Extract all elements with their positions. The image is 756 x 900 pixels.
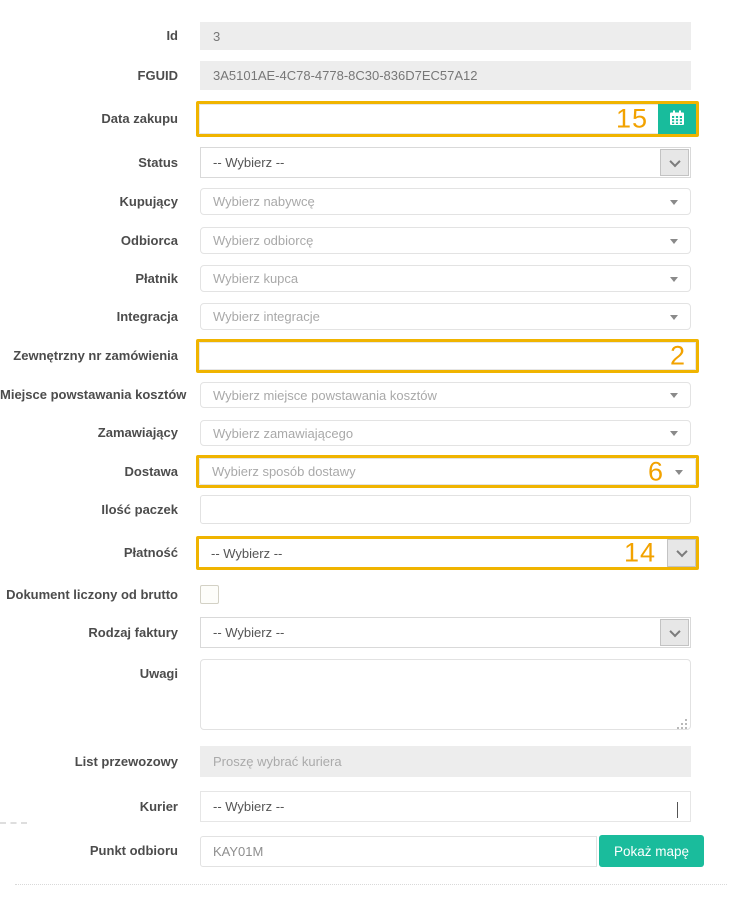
platnik-select[interactable] [200,265,691,292]
annotation-box-15 [196,101,699,137]
annotation-box-2 [196,339,699,373]
annotation-number: 6 [647,456,664,486]
dropdown-arrow-icon [670,315,678,320]
dropdown-arrow-icon [675,470,683,475]
platnosc-label: Płatność [123,545,178,560]
edge-dash-fragment [0,822,27,824]
id-label: Id [166,28,178,43]
status-select-value: -- Wybierz -- [213,155,285,170]
list-przewozowy-field [200,746,691,777]
annotation-number: 15 [615,103,648,134]
dropdown-arrow-icon [670,431,678,436]
chevron-down-icon [677,802,678,817]
annotation-box-6 [196,455,699,488]
mpk-placeholder: Wybierz miejsce powstawania kosztów [213,387,437,403]
calendar-button[interactable] [658,104,696,134]
platnik-placeholder: Wybierz kupca [213,271,299,286]
rodzaj-faktury-select[interactable] [200,617,691,648]
kurier-select-value: -- Wybierz -- [213,799,285,814]
kupujacy-select[interactable] [200,188,691,215]
data-zakupu-field[interactable] [199,104,658,134]
annotation-number: 2 [669,340,686,371]
id-field [200,22,691,50]
zamawiajacy-select[interactable] [200,420,691,446]
zewnetrzny-nr-field[interactable] [199,342,696,370]
zewnetrzny-nr-label: Zewnętrzny nr zamówienia [13,348,178,363]
dostawa-placeholder: Wybierz sposób dostawy [212,464,356,479]
uwagi-label: Uwagi [139,666,178,681]
platnosc-select-value: -- Wybierz -- [211,545,283,561]
platnik-label: Płatnik [135,271,178,286]
chevron-down-icon [667,539,696,567]
uwagi-field[interactable] [200,659,691,730]
section-divider [15,884,727,885]
odbiorca-label: Odbiorca [120,233,178,248]
zamawiajacy-placeholder: Wybierz zamawiającego [213,425,354,441]
show-map-button[interactable]: Pokaż mapę [599,835,704,867]
fguid-field [200,61,691,90]
mpk-select[interactable] [200,382,691,408]
brutto-checkbox[interactable] [200,585,219,604]
annotation-box-14 [196,536,699,570]
platnosc-select[interactable] [199,539,696,567]
dostawa-label: Dostawa [124,464,178,479]
kupujacy-label: Kupujący [119,194,178,209]
list-przewozowy-label: List przewozowy [74,754,178,769]
rodzaj-faktury-select-value: -- Wybierz -- [213,625,285,640]
dropdown-arrow-icon [670,200,678,205]
annotation-number: 14 [623,537,656,568]
dostawa-select[interactable] [199,458,696,485]
ilosc-paczek-field[interactable] [200,495,691,524]
calendar-icon [668,109,686,130]
punkt-odbioru-field[interactable] [200,836,597,867]
punkt-odbioru-label: Punkt odbioru [89,843,178,858]
integracja-select[interactable] [200,303,691,330]
zamawiajacy-label: Zamawiający [97,425,178,440]
kurier-select[interactable] [200,791,691,822]
integracja-placeholder: Wybierz integracje [213,309,320,324]
rodzaj-faktury-label: Rodzaj faktury [88,625,178,640]
mpk-label: Miejsce powstawania kosztów [0,387,187,402]
dropdown-arrow-icon [670,277,678,282]
kupujacy-placeholder: Wybierz nabywcę [213,194,315,209]
brutto-label: Dokument liczony od brutto [6,587,178,602]
status-select[interactable] [200,147,691,178]
odbiorca-placeholder: Wybierz odbiorcę [213,233,314,248]
ilosc-paczek-label: Ilość paczek [101,502,178,517]
integracja-label: Integracja [116,309,178,324]
row-uwagi [0,659,756,735]
chevron-down-icon [660,619,689,646]
chevron-down-icon [660,149,689,176]
status-label: Status [138,155,178,170]
dropdown-arrow-icon [670,239,678,244]
dropdown-arrow-icon [670,393,678,398]
kurier-label: Kurier [139,799,178,814]
data-zakupu-label: Data zakupu [101,111,178,126]
odbiorca-select[interactable] [200,227,691,254]
fguid-label: FGUID [137,68,178,83]
